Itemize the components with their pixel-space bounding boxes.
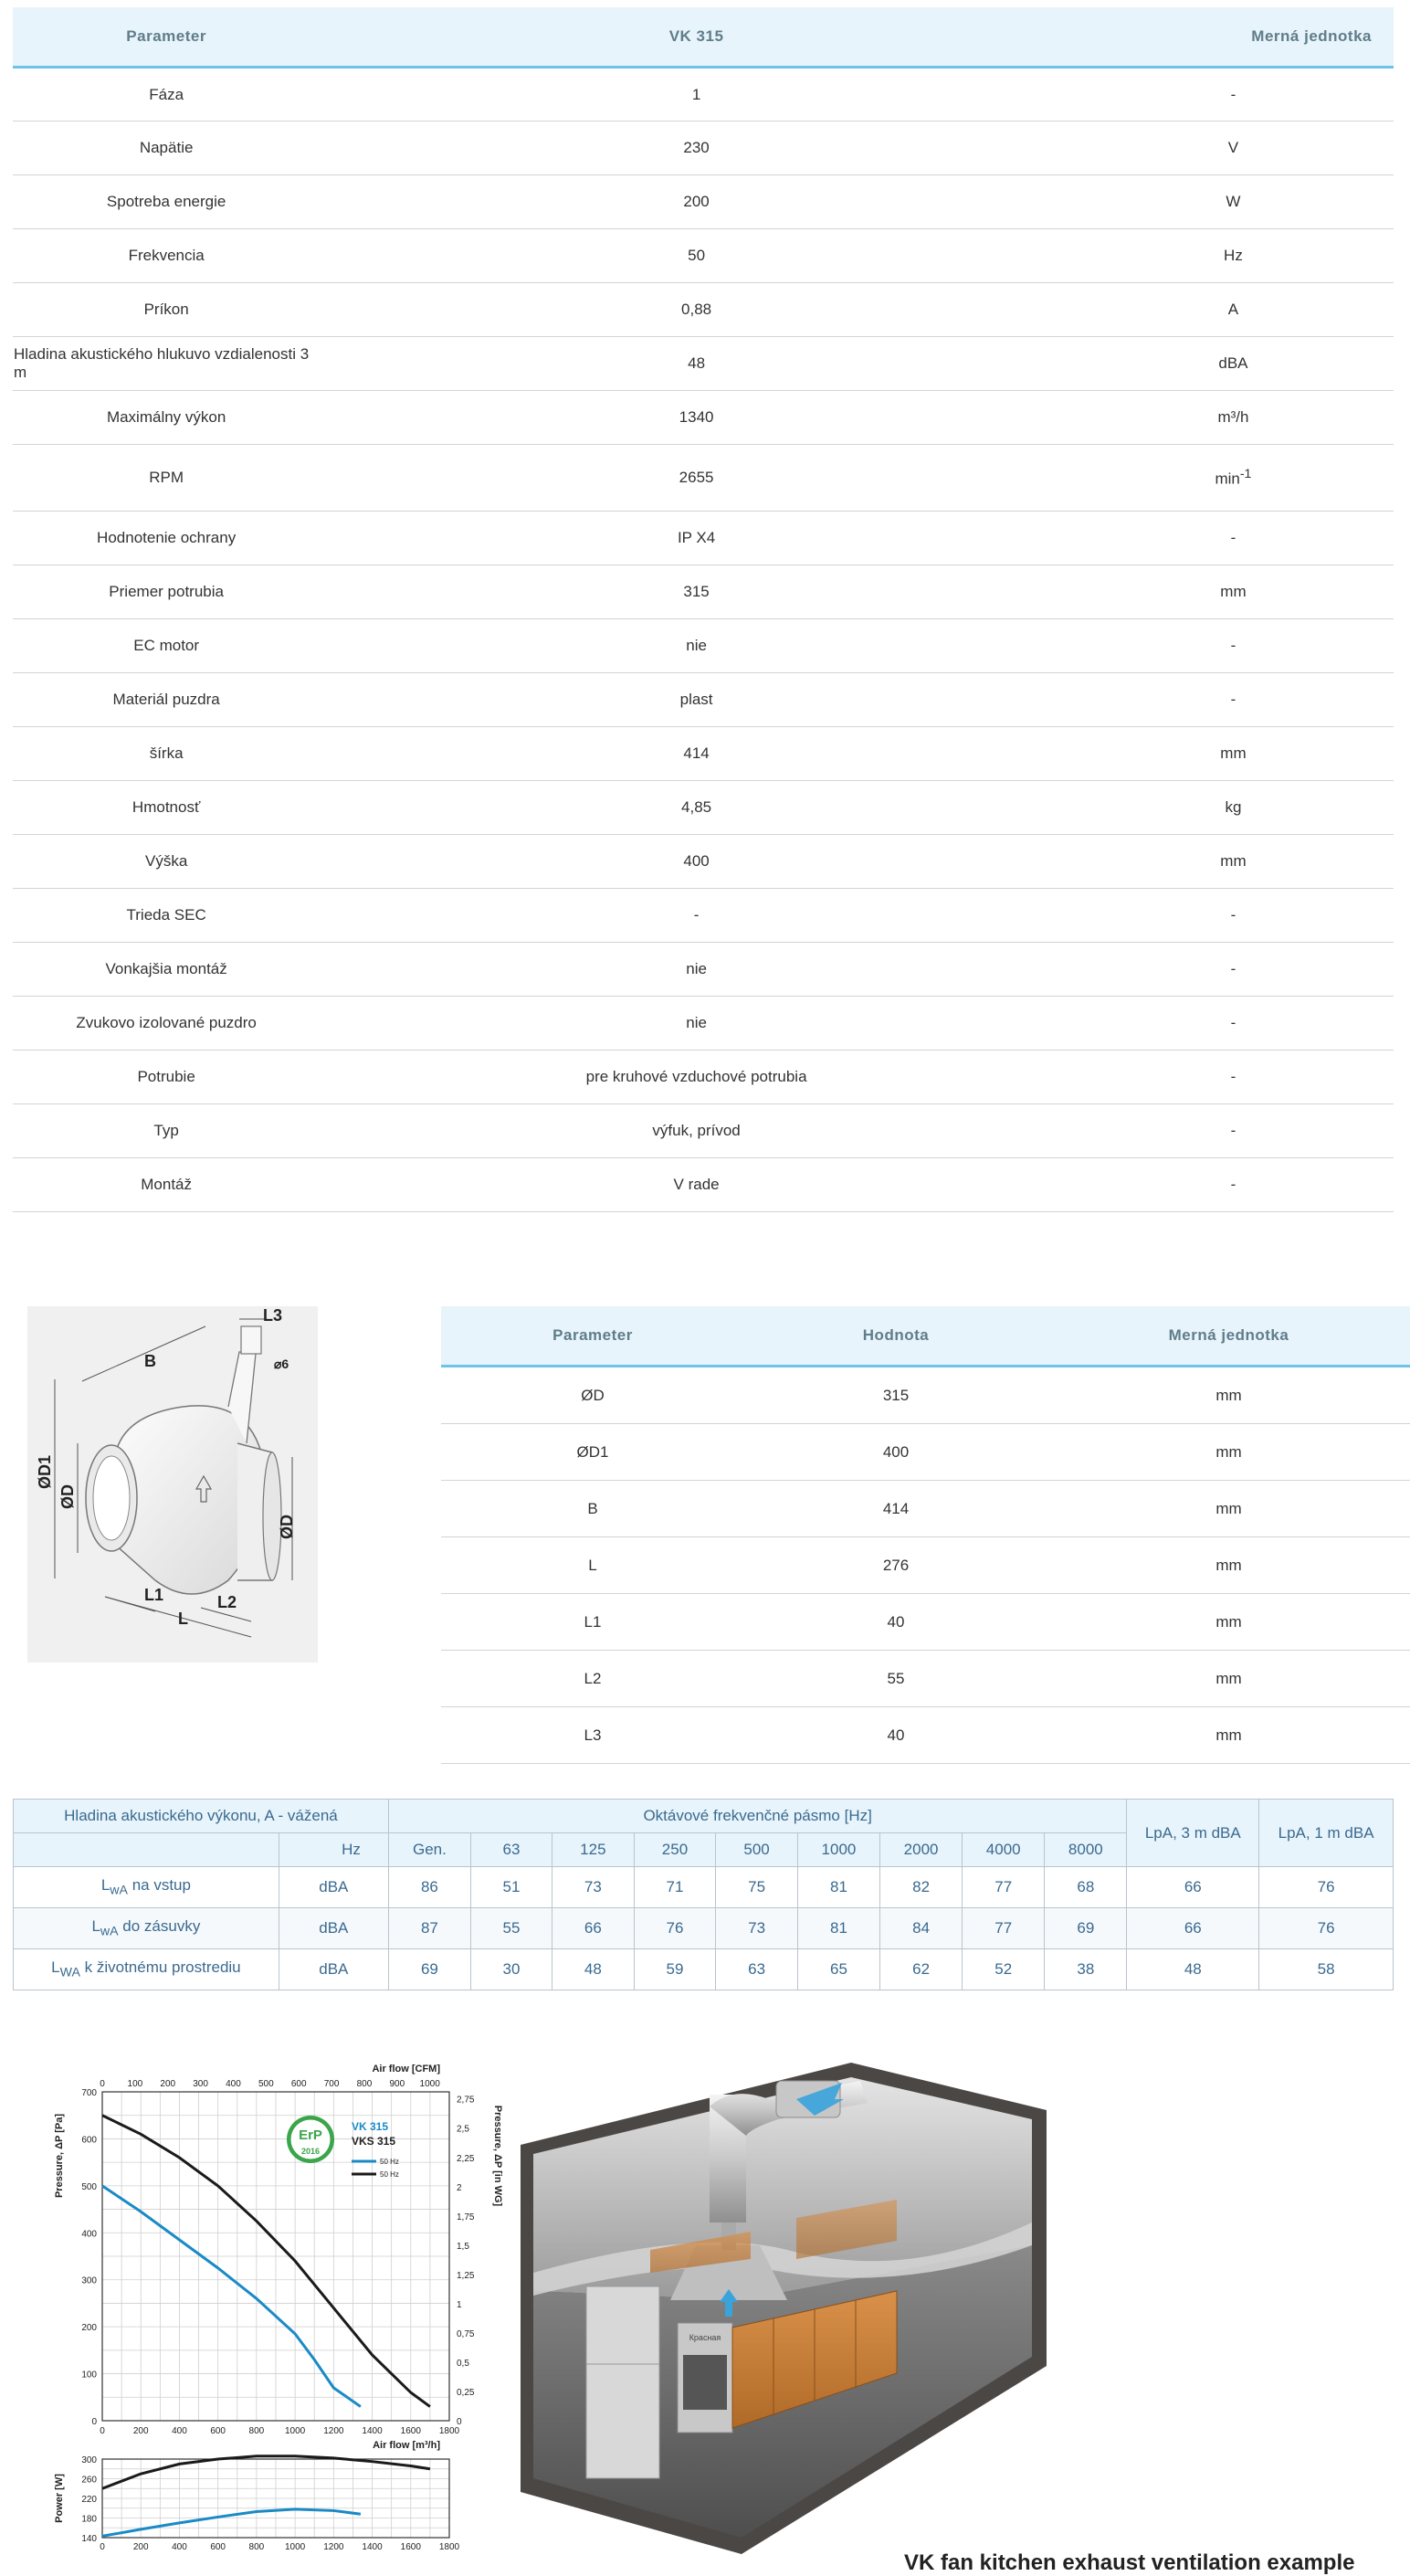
dim-row [441, 1537, 1410, 1594]
spec-parameter: Príkon [13, 283, 320, 337]
y2-tick-label: 0,75 [457, 2328, 475, 2339]
spec-value: plast [320, 673, 1073, 727]
acoustic-row [14, 1908, 1394, 1949]
x-tick-label: 1000 [284, 2426, 306, 2436]
spec-parameter: Montáž [13, 1158, 320, 1212]
power-x-tick-label: 600 [210, 2542, 226, 2552]
spec-parameter: Napätie [13, 121, 320, 175]
label-phi6: ⌀6 [274, 1357, 289, 1371]
spec-parameter: Výška [13, 835, 320, 889]
x-tick-label: 0 [100, 2426, 105, 2436]
y-axis-label: Pressure, ΔP [Pa] [54, 2113, 65, 2199]
spec-row [13, 1158, 1394, 1212]
x-axis-label: Air flow [m³/h] [373, 2440, 440, 2451]
spec-value: pre kruhové vzduchové potrubia [320, 1050, 1073, 1104]
spec-header-unit: Merná jednotka [1073, 7, 1394, 68]
spec-value: 230 [320, 121, 1073, 175]
acoustic-band-header: 125 [552, 1833, 635, 1867]
dim-parameter: L1 [441, 1594, 744, 1651]
acoustic-lpa1-value: 58 [1259, 1949, 1394, 1990]
dim-parameter: L2 [441, 1651, 744, 1707]
acoustic-label-symbol: L [91, 1917, 100, 1936]
power-x-tick-label: 1200 [323, 2542, 344, 2552]
dim-header-unit: Merná jednotka [1047, 1306, 1410, 1367]
spec-unit: m³/h [1073, 391, 1394, 445]
acoustic-lpa3-value: 66 [1127, 1867, 1259, 1908]
x2-tick-label: 900 [389, 2079, 405, 2089]
y2-tick-label: 1,75 [457, 2212, 475, 2222]
acoustic-value: 68 [1045, 1867, 1127, 1908]
acoustic-hz-label: Hz [279, 1833, 388, 1867]
acoustic-lpa1-value: 76 [1259, 1908, 1394, 1949]
spec-unit: - [1073, 68, 1394, 121]
y2-tick-label: 1 [457, 2299, 462, 2310]
dim-value: 55 [744, 1651, 1047, 1707]
acoustic-label-text: do zásuvky [118, 1917, 201, 1936]
dimension-table [441, 1306, 1410, 1764]
spec-value: 414 [320, 727, 1073, 781]
label-D-inlet: ØD [58, 1484, 77, 1509]
acoustic-lpa3-value: 66 [1127, 1908, 1259, 1949]
dim-row [441, 1594, 1410, 1651]
power-x-tick-label: 800 [248, 2542, 265, 2552]
y-tick-label: 500 [81, 2181, 97, 2192]
spec-row [13, 175, 1394, 229]
spec-row [13, 1104, 1394, 1158]
spec-value: V rade [320, 1158, 1073, 1212]
spec-row [13, 565, 1394, 619]
y-tick-label: 300 [81, 2275, 97, 2286]
power-x-tick-label: 1800 [438, 2542, 460, 2552]
acoustic-value: 77 [963, 1867, 1045, 1908]
dim-value: 315 [744, 1367, 1047, 1424]
acoustic-label-symbol: L [100, 1876, 110, 1895]
acoustic-unit: dBA [279, 1867, 388, 1908]
dim-header-parameter: Parameter [441, 1306, 744, 1367]
acoustic-value: 76 [634, 1908, 716, 1949]
spec-value: 2655 [320, 445, 1073, 512]
dim-row [441, 1367, 1410, 1424]
acoustic-value: 59 [634, 1949, 716, 1990]
spec-row [13, 512, 1394, 565]
acoustic-band-header: 2000 [880, 1833, 963, 1867]
spec-parameter: Vonkajšia montáž [13, 943, 320, 997]
spec-unit: mm [1073, 565, 1394, 619]
y2-tick-label: 0 [457, 2417, 462, 2427]
y-tick-label: 700 [81, 2088, 97, 2098]
legend-title-1: VK 315 [352, 2120, 389, 2133]
acoustic-value: 48 [552, 1949, 635, 1990]
erp-badge-year: 2016 [300, 2147, 321, 2156]
x2-axis-label: Air flow [CFM] [372, 2064, 440, 2075]
label-D-outlet: ØD [278, 1515, 296, 1539]
y2-tick-label: 1,25 [457, 2270, 475, 2281]
spec-row [13, 781, 1394, 835]
spec-row [13, 889, 1394, 943]
acoustic-band-header: 1000 [797, 1833, 879, 1867]
spec-table [13, 7, 1394, 1212]
acoustic-label-subscript: WA [59, 1965, 80, 1980]
fan-dimension-svg [27, 1306, 318, 1663]
acoustic-label-subscript: wA [100, 1924, 119, 1939]
y2-tick-label: 2,25 [457, 2153, 475, 2164]
spec-value: 200 [320, 175, 1073, 229]
acoustic-row-label [14, 1867, 279, 1908]
spec-row [13, 283, 1394, 337]
stove-brand-label: Красная [689, 2333, 721, 2342]
spec-unit: V [1073, 121, 1394, 175]
acoustic-value: 84 [880, 1908, 963, 1949]
acoustic-label-subscript: wA [110, 1883, 128, 1898]
spec-value: nie [320, 997, 1073, 1050]
dim-header-value: Hodnota [744, 1306, 1047, 1367]
spec-unit: - [1073, 512, 1394, 565]
dim-value: 40 [744, 1707, 1047, 1764]
acoustic-value: 38 [1045, 1949, 1127, 1990]
acoustic-row-label [14, 1908, 279, 1949]
label-L: L [178, 1610, 188, 1628]
acoustic-value: 75 [716, 1867, 798, 1908]
spec-parameter: EC motor [13, 619, 320, 673]
acoustic-band-header: 500 [716, 1833, 798, 1867]
spec-unit: A [1073, 283, 1394, 337]
x2-tick-label: 400 [226, 2079, 241, 2089]
x-tick-label: 1800 [438, 2426, 460, 2436]
y2-tick-label: 0,25 [457, 2387, 475, 2398]
acoustic-empty-cell [14, 1833, 279, 1867]
power-series-line-1 [102, 2456, 430, 2488]
dim-value: 276 [744, 1537, 1047, 1594]
spec-value: 4,85 [320, 781, 1073, 835]
y-tick-label: 400 [81, 2229, 97, 2240]
dim-unit: mm [1047, 1424, 1410, 1481]
illustration-caption: VK fan kitchen exhaust ventilation example [904, 2550, 1355, 2575]
acoustic-band-header: 250 [634, 1833, 716, 1867]
spec-parameter: šírka [13, 727, 320, 781]
power-y-axis-label: Power [W] [54, 2474, 65, 2523]
acoustic-table [13, 1799, 1394, 1990]
spec-parameter: Priemer potrubia [13, 565, 320, 619]
y2-tick-label: 1,5 [457, 2241, 469, 2252]
spec-unit: - [1073, 997, 1394, 1050]
spec-unit: - [1073, 1158, 1394, 1212]
x-tick-label: 200 [132, 2426, 149, 2436]
x-tick-label: 1200 [323, 2426, 344, 2436]
acoustic-lpa3-header: LpA, 3 m dBA [1127, 1800, 1259, 1867]
dim-unit: mm [1047, 1707, 1410, 1764]
x2-tick-label: 300 [193, 2079, 208, 2089]
legend-entry-1: 50 Hz [380, 2170, 399, 2179]
spec-value: 1 [320, 68, 1073, 121]
x-tick-label: 800 [248, 2426, 265, 2436]
x2-tick-label: 600 [290, 2079, 307, 2089]
spec-unit: - [1073, 619, 1394, 673]
x2-tick-label: 700 [323, 2079, 340, 2089]
spec-unit [1073, 445, 1394, 512]
spec-unit: - [1073, 1050, 1394, 1104]
x-tick-label: 600 [210, 2426, 226, 2436]
power-y-tick-label: 220 [81, 2495, 97, 2505]
x-tick-label: 1400 [362, 2426, 383, 2436]
fan-curve-svg [37, 2046, 511, 2558]
power-x-tick-label: 400 [172, 2542, 187, 2552]
y-tick-label: 600 [81, 2135, 97, 2146]
x2-tick-label: 200 [160, 2079, 176, 2089]
dim-value: 414 [744, 1481, 1047, 1537]
dim-row [441, 1651, 1410, 1707]
x2-tick-label: 1000 [419, 2079, 440, 2089]
acoustic-value: 30 [470, 1949, 552, 1990]
acoustic-value: 51 [470, 1867, 552, 1908]
x2-tick-label: 500 [258, 2079, 274, 2089]
acoustic-band-title: Oktávové frekvenčné pásmo [Hz] [388, 1800, 1127, 1833]
spec-unit: W [1073, 175, 1394, 229]
y2-tick-label: 2 [457, 2182, 462, 2193]
label-B: B [144, 1352, 156, 1370]
acoustic-band-header: 8000 [1045, 1833, 1127, 1867]
power-y-tick-label: 140 [81, 2534, 97, 2544]
erp-badge-text: ErP [299, 2127, 322, 2143]
spec-value: 50 [320, 229, 1073, 283]
spec-value: 48 [320, 337, 1073, 391]
spec-row [13, 391, 1394, 445]
y2-axis-label: Pressure, ΔP [in WG] [492, 2105, 503, 2207]
fan-curve-chart [37, 2046, 511, 2558]
acoustic-unit: dBA [279, 1949, 388, 1990]
dim-value: 40 [744, 1594, 1047, 1651]
power-x-tick-label: 200 [132, 2542, 149, 2552]
spec-row [13, 229, 1394, 283]
spec-unit: mm [1073, 835, 1394, 889]
acoustic-label-symbol: L [51, 1958, 60, 1977]
spec-parameter: Spotreba energie [13, 175, 320, 229]
acoustic-value: 63 [716, 1949, 798, 1990]
label-L2: L2 [217, 1593, 237, 1611]
dim-header-row [441, 1306, 1410, 1367]
acoustic-label-text: na vstup [127, 1876, 191, 1895]
spec-unit: - [1073, 889, 1394, 943]
x-tick-label: 400 [172, 2426, 187, 2436]
x2-tick-label: 800 [356, 2079, 373, 2089]
label-D1: ØD1 [36, 1454, 54, 1489]
y2-tick-label: 0,5 [457, 2358, 469, 2369]
spec-row [13, 445, 1394, 512]
spec-header-parameter: Parameter [13, 7, 320, 68]
acoustic-value: 81 [797, 1867, 879, 1908]
spec-parameter: Zvukovo izolované puzdro [13, 997, 320, 1050]
spec-parameter: Typ [13, 1104, 320, 1158]
power-x-tick-label: 1000 [284, 2542, 306, 2552]
acoustic-value: 81 [797, 1908, 879, 1949]
acoustic-band-header: 4000 [963, 1833, 1045, 1867]
acoustic-value: 62 [880, 1949, 963, 1990]
acoustic-row [14, 1867, 1394, 1908]
acoustic-value: 55 [470, 1908, 552, 1949]
dim-row [441, 1424, 1410, 1481]
dim-unit: mm [1047, 1651, 1410, 1707]
acoustic-value: 82 [880, 1867, 963, 1908]
spec-row [13, 619, 1394, 673]
spec-unit: dBA [1073, 337, 1394, 391]
acoustic-lpa3-value: 48 [1127, 1949, 1259, 1990]
dim-unit: mm [1047, 1537, 1410, 1594]
power-y-tick-label: 260 [81, 2475, 97, 2486]
acoustic-lpa1-value: 76 [1259, 1867, 1394, 1908]
acoustic-value: 73 [552, 1867, 635, 1908]
power-x-tick-label: 1400 [362, 2542, 383, 2552]
spec-unit: Hz [1073, 229, 1394, 283]
spec-value: 315 [320, 565, 1073, 619]
acoustic-band-header: 63 [470, 1833, 552, 1867]
spec-row [13, 943, 1394, 997]
spec-parameter: Potrubie [13, 1050, 320, 1104]
power-x-tick-label: 0 [100, 2542, 105, 2552]
acoustic-row [14, 1949, 1394, 1990]
spec-parameter: Materiál puzdra [13, 673, 320, 727]
spec-row [13, 337, 1394, 391]
acoustic-header-row-1 [14, 1800, 1394, 1833]
acoustic-value: 66 [552, 1908, 635, 1949]
spec-parameter: RPM [13, 445, 320, 512]
dim-row [441, 1707, 1410, 1764]
dim-unit: mm [1047, 1367, 1410, 1424]
spec-value: 0,88 [320, 283, 1073, 337]
acoustic-value: 86 [388, 1867, 470, 1908]
x2-tick-label: 0 [100, 2079, 105, 2089]
spec-parameter: Hmotnosť [13, 781, 320, 835]
spec-parameter: Fáza [13, 68, 320, 121]
acoustic-unit: dBA [279, 1908, 388, 1949]
acoustic-lpa1-header: LpA, 1 m dBA [1259, 1800, 1394, 1867]
spec-row [13, 68, 1394, 121]
label-L3: L3 [263, 1306, 283, 1325]
spec-header-row [13, 7, 1394, 68]
y2-tick-label: 2,75 [457, 2095, 475, 2106]
spec-parameter: Trieda SEC [13, 889, 320, 943]
spec-row [13, 121, 1394, 175]
spec-unit: kg [1073, 781, 1394, 835]
acoustic-row-label [14, 1949, 279, 1990]
dim-parameter: B [441, 1481, 744, 1537]
spec-unit-base: min [1215, 470, 1240, 488]
power-y-tick-label: 180 [81, 2514, 97, 2525]
spec-value: IP X4 [320, 512, 1073, 565]
dim-parameter: ØD1 [441, 1424, 744, 1481]
spec-row [13, 1050, 1394, 1104]
spec-value: 1340 [320, 391, 1073, 445]
spec-unit-exponent: -1 [1239, 467, 1252, 482]
spec-row [13, 727, 1394, 781]
y-tick-label: 200 [81, 2323, 97, 2334]
spec-parameter: Maximálny výkon [13, 391, 320, 445]
spec-parameter: Frekvencia [13, 229, 320, 283]
spec-parameter: Hladina akustického hlukuvo vzdialenosti 3 m [13, 337, 320, 391]
acoustic-value: 71 [634, 1867, 716, 1908]
acoustic-label-text: k životnému prostrediu [79, 1958, 241, 1977]
spec-value: 400 [320, 835, 1073, 889]
x-tick-label: 1600 [400, 2426, 421, 2436]
kitchen-illustration [513, 2063, 1410, 2556]
spec-header-model: VK 315 [320, 7, 1073, 68]
kitchen-svg [513, 2063, 1410, 2556]
spec-value: nie [320, 943, 1073, 997]
dim-parameter: L3 [441, 1707, 744, 1764]
spec-parameter: Hodnotenie ochrany [13, 512, 320, 565]
legend-title-2: VKS 315 [352, 2135, 396, 2148]
y-tick-label: 0 [91, 2417, 97, 2427]
spec-value: - [320, 889, 1073, 943]
acoustic-value: 73 [716, 1908, 798, 1949]
acoustic-title: Hladina akustického výkonu, A - vážená [14, 1800, 389, 1833]
acoustic-value: 65 [797, 1949, 879, 1990]
dimension-drawing [27, 1306, 318, 1663]
spec-unit: - [1073, 673, 1394, 727]
y-tick-label: 100 [81, 2370, 97, 2381]
acoustic-value: 69 [1045, 1908, 1127, 1949]
spec-row [13, 673, 1394, 727]
x2-tick-label: 100 [127, 2079, 143, 2089]
spec-value: výfuk, prívod [320, 1104, 1073, 1158]
acoustic-value: 69 [388, 1949, 470, 1990]
acoustic-value: 52 [963, 1949, 1045, 1990]
acoustic-value: 87 [388, 1908, 470, 1949]
dim-unit: mm [1047, 1594, 1410, 1651]
spec-unit: mm [1073, 727, 1394, 781]
legend-entry-0: 50 Hz [380, 2158, 399, 2166]
spec-unit: - [1073, 943, 1394, 997]
dim-parameter: L [441, 1537, 744, 1594]
dim-row [441, 1481, 1410, 1537]
power-y-tick-label: 300 [81, 2455, 97, 2465]
y2-tick-label: 2,5 [457, 2124, 469, 2135]
spec-unit: - [1073, 1104, 1394, 1158]
dim-value: 400 [744, 1424, 1047, 1481]
power-x-tick-label: 1600 [400, 2542, 421, 2552]
acoustic-value: 77 [963, 1908, 1045, 1949]
acoustic-band-header: Gen. [388, 1833, 470, 1867]
spec-row [13, 997, 1394, 1050]
dim-parameter: ØD [441, 1367, 744, 1424]
spec-value: nie [320, 619, 1073, 673]
dim-unit: mm [1047, 1481, 1410, 1537]
spec-row [13, 835, 1394, 889]
label-L1: L1 [144, 1586, 164, 1604]
